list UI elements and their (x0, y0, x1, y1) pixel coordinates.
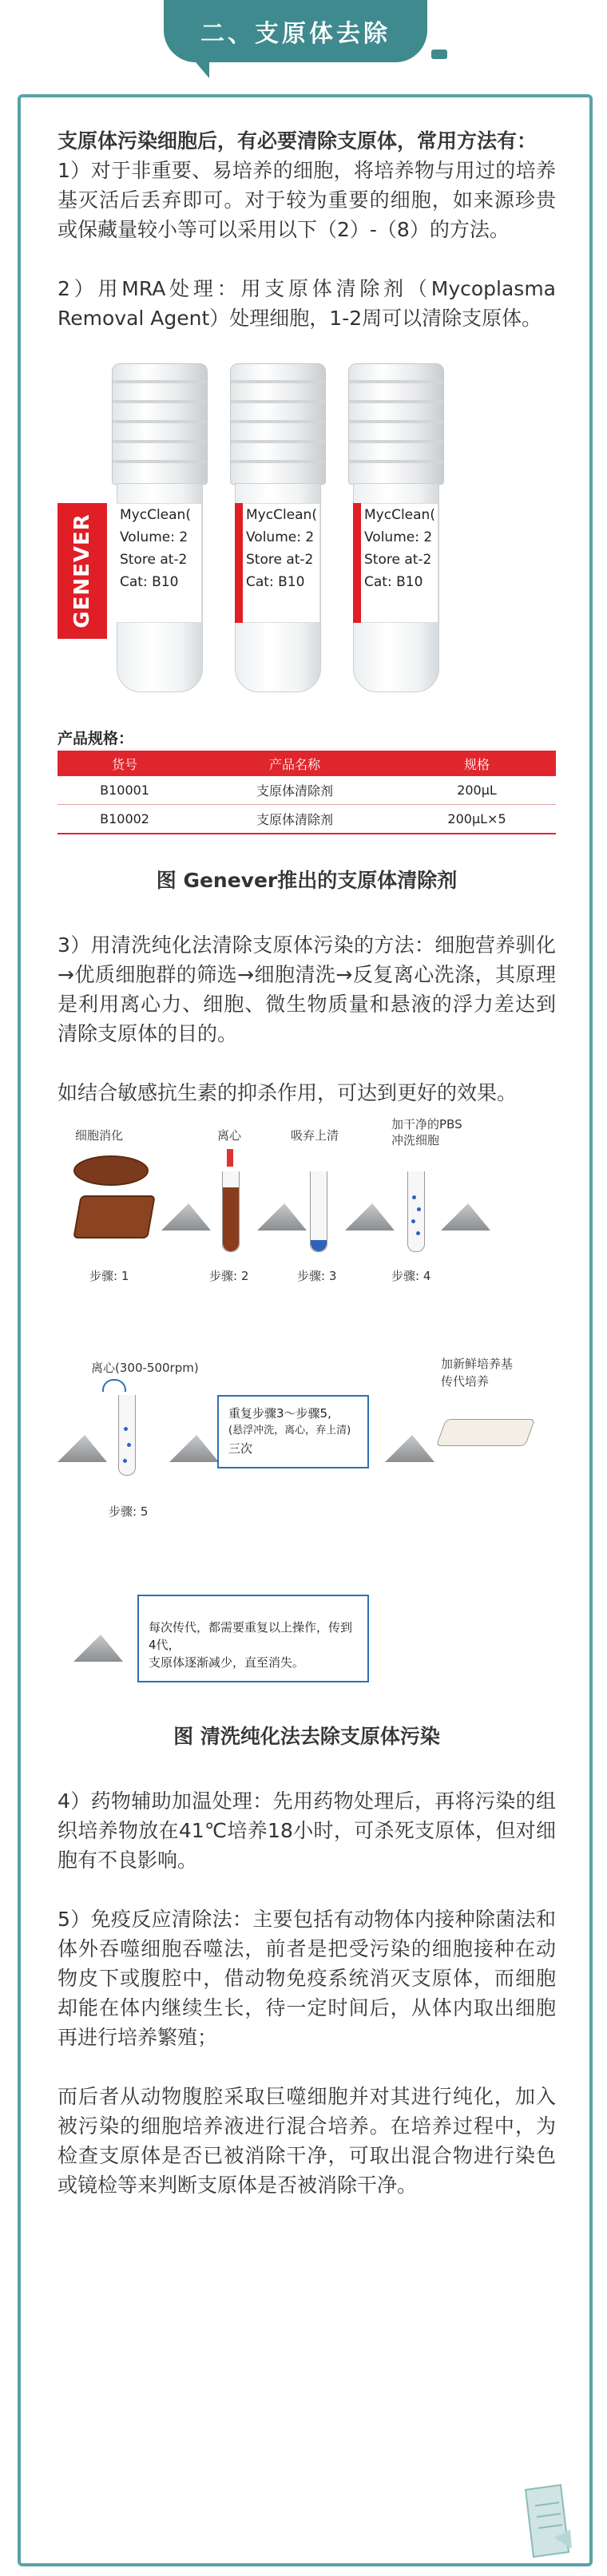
step-arrow-icon (257, 1203, 307, 1231)
tube-cap (230, 363, 326, 485)
badge-tail-decoration (192, 57, 209, 78)
step-arrow-icon (385, 1435, 434, 1462)
method-3-text: 3）用清洗纯化法清除支原体污染的方法：细胞营养驯化→优质细胞群的筛选→细胞清洗→反复离心洗涤，其原理是利用离心力、细胞、微生物质量和悬液的浮力差达到清除支原体的目的。 (58, 933, 556, 1045)
spec-header-cell: 产品名称 (192, 751, 398, 776)
step-arrow-icon (345, 1203, 395, 1231)
reagent-tube (335, 363, 455, 699)
repeat-steps-box: 重复步骤3～步骤5, (悬浮冲洗，离心，弃上清) 三次 (217, 1395, 369, 1468)
spec-table-header-row (58, 751, 556, 776)
tube-centrifuge-icon (118, 1395, 136, 1476)
product-figure (58, 339, 556, 850)
passage-note-box: 每次传代，都需要重复以上操作，传到4代， 支原体逐渐减少，直至消失。 (137, 1595, 369, 1682)
spec-header-cell: 货号 (58, 751, 192, 776)
tube-suspended-icon (407, 1171, 425, 1252)
product-figure-caption: 图 Genever推出的支原体清除剂 (156, 869, 458, 892)
label-culture-1: 加新鲜培养基 (441, 1357, 514, 1371)
culture-flask-icon (436, 1419, 535, 1446)
label-step-1: 步骤: 1 (89, 1269, 129, 1283)
label-centrifuge: 离心 (217, 1128, 242, 1143)
label-add-pbs-1: 加干净的PBS (391, 1117, 462, 1131)
tube-label: MycClean( Volume: 2 Store at-2 Cat: B10 (235, 503, 319, 623)
label-step-4: 步骤: 4 (391, 1269, 431, 1283)
section-header (0, 0, 607, 80)
tube-cap (348, 363, 444, 485)
spec-title: 产品规格： (58, 730, 134, 747)
label-digest: 细胞消化 (75, 1128, 124, 1143)
step-arrow-icon (73, 1635, 123, 1662)
rotate-icon (102, 1379, 126, 1392)
content-card (18, 94, 593, 2566)
method-4-text: 4）药物辅助加温处理：先用药物处理后，再将污染的组织培养物放在41℃培养18小时，可杀死支原体，但对细胞有不良影响。 (58, 1789, 556, 1872)
table-row (58, 776, 556, 805)
table-row (58, 805, 556, 834)
wash-procedure-figure (58, 1116, 556, 1706)
method-5-text-2: 而后者从动物腹腔采取巨噬细胞并对其进行纯化，加入被污染的细胞培养液进行混合培养。在培养过程中，为检查支原体是否已被消除干净，可取出混合物进行染色或镜检等来判断支原体是否被消除干净。 (58, 2085, 556, 2197)
badge-dash-decoration (431, 50, 447, 59)
tube-cap (112, 363, 208, 485)
label-culture-2: 传代培养 (441, 1374, 490, 1389)
step-arrow-icon (58, 1435, 107, 1462)
content-body (58, 126, 556, 2229)
label-add-pbs-2: 冲洗细胞 (391, 1133, 440, 1147)
section-title: 二、支原体去除 (164, 0, 427, 62)
label-centrifuge-2: 离心(300-500rpm) (91, 1361, 199, 1375)
intro-heading: 支原体污染细胞后，有必要清除支原体，常用方法有： (58, 129, 538, 153)
culture-dish-icon (73, 1155, 149, 1186)
spec-cell: B10002 (58, 805, 192, 834)
label-red-stripe (235, 503, 243, 623)
spec-table (58, 751, 556, 834)
down-arrow-icon (227, 1149, 233, 1167)
label-step-5: 步骤: 5 (109, 1504, 149, 1519)
spec-cell: 支原体清除剂 (192, 805, 398, 834)
document-icon (519, 2482, 575, 2558)
brand-logo-text: GENEVER (70, 513, 94, 628)
centrifuge-tube-icon (222, 1171, 240, 1252)
method-1-text: 1）对于非重要、易培养的细胞，将培养物与用过的培养基灭活后丢弃即可。对于较为重要的细胞，如来源珍贵或保藏量较小等可以采用以下（2）-（8）的方法。 (58, 159, 556, 241)
tube-label: MycClean( Volume: 2 Store at-2 Cat: B10 (117, 503, 201, 623)
spec-cell: 200μL (398, 776, 556, 805)
method-2-text: 2）用MRA处理：用支原体清除剂（Mycoplasma Removal Agent）处理细胞，1-2周可以清除支原体。 (58, 277, 556, 330)
step-arrow-icon (161, 1203, 211, 1231)
spec-cell: 200μL×5 (398, 805, 556, 834)
spec-cell: B10001 (58, 776, 192, 805)
label-red-stripe (353, 503, 361, 623)
method-5-text: 5）免疫反应清除法：主要包括有动物体内接种除菌法和体外吞噬细胞吞噬法，前者是把受污染的细胞接种在动物皮下或腹腔中，借动物免疫系统消灭支原体，而细胞却能在体内继续生长，待一定时间后，从体内取出细胞再进行培养繁殖； (58, 1908, 556, 2049)
wash-figure-caption: 图 清洗纯化法去除支原体污染 (173, 1725, 440, 1748)
reagent-tube (99, 363, 219, 699)
label-step-2: 步骤: 2 (209, 1269, 249, 1283)
step-arrow-icon (441, 1203, 490, 1231)
label-step-3: 步骤: 3 (297, 1269, 337, 1283)
tube-label: MycClean( Volume: 2 Store at-2 Cat: B10 (353, 503, 438, 623)
spec-header-cell: 规格 (398, 751, 556, 776)
reagent-tube (217, 363, 337, 699)
culture-flask-icon (73, 1195, 156, 1238)
step-arrow-icon (169, 1435, 219, 1462)
spec-cell: 支原体清除剂 (192, 776, 398, 805)
label-aspirate: 吸弃上清 (291, 1128, 339, 1143)
method-3-text-2: 如结合敏感抗生素的抑杀作用，可达到更好的效果。 (58, 1081, 518, 1104)
tube-pellet-icon (310, 1171, 327, 1252)
